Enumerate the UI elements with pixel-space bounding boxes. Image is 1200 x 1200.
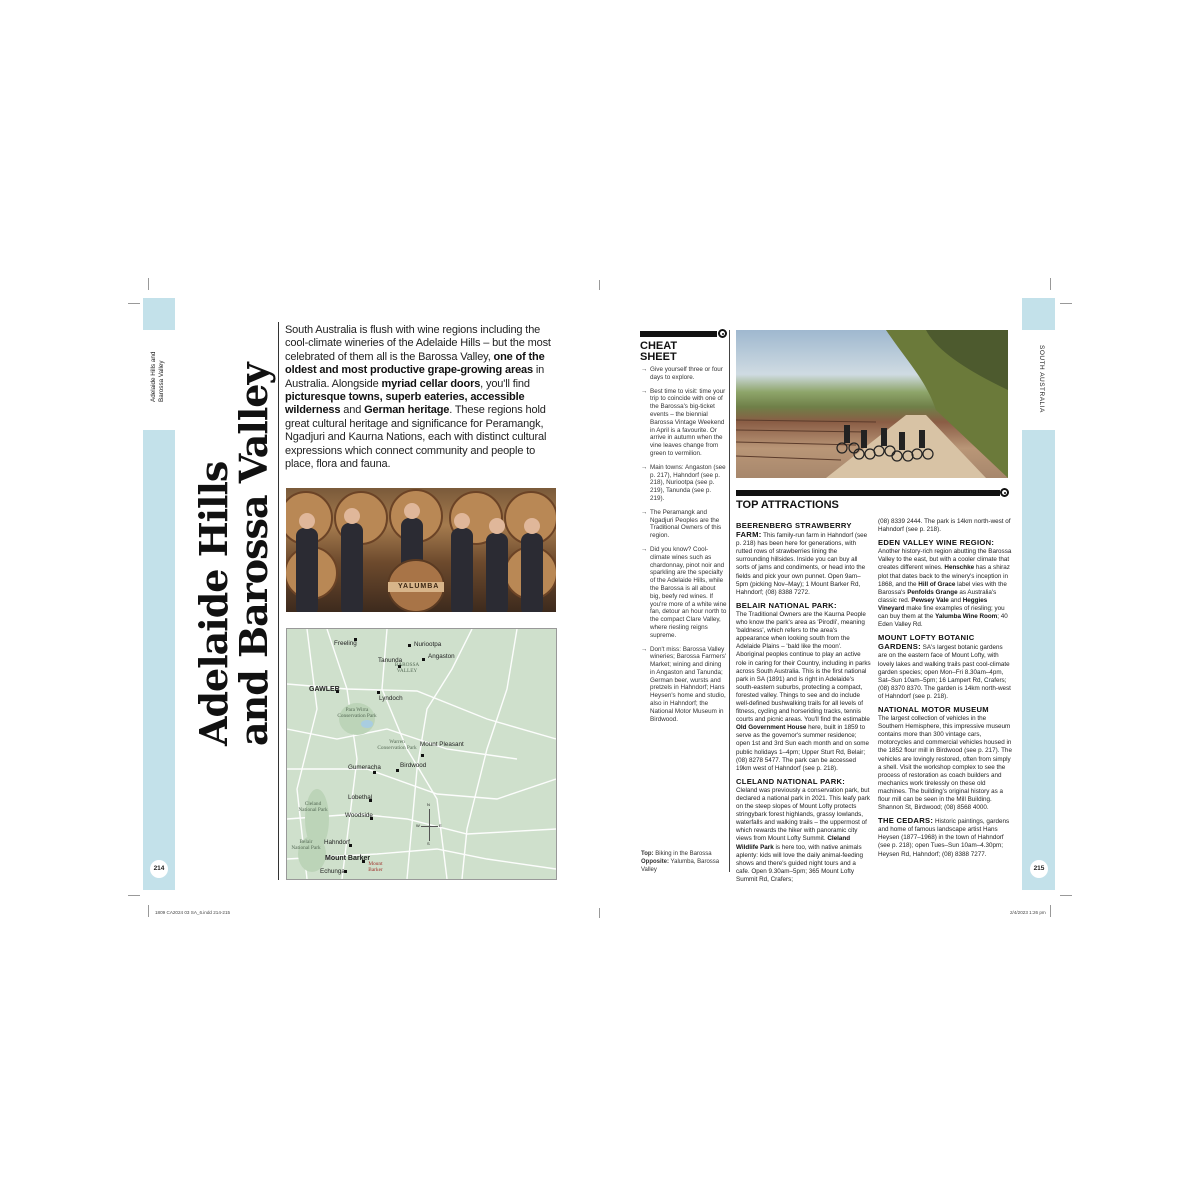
accent-strip-top	[143, 298, 175, 330]
divider	[278, 322, 279, 880]
crop-mark	[1050, 905, 1051, 917]
section-bar	[736, 490, 1000, 496]
map-label: Angaston	[428, 653, 455, 660]
crop-mark	[1060, 303, 1072, 304]
map-label: Birdwood	[400, 762, 427, 769]
compass-label: S	[427, 841, 430, 846]
target-icon	[718, 329, 727, 338]
text-run: in Australia. Alongside	[285, 364, 545, 390]
crop-mark	[599, 280, 600, 290]
text-run: The largest collection of vehicles in the Southern Hemisphere, this impressive museum contains more than 300 vintage cars, motorcycles and commercial vehicles housed in the 1852 flour mill in Birdwood (see p. 217). The vehicles are lovingly restored, often from simply a shell. Visit the workshop complex to see the process of restoration as coach builders and mechanics work tirelessly on these old machines. The building's original history as a flour mill can be seen in the Mill Building. Shannon St, Birdwood; (08) 8568 4000.	[878, 715, 1012, 812]
section-bar	[640, 331, 717, 337]
map-label: Hahndorf	[324, 839, 350, 846]
text-run: South Australia is flush with wine regions including the cool-climate wineries of the Adelaide Hills – but the most celebrated of them all is the Barossa Valley,	[285, 324, 551, 363]
running-head: SOUTH AUSTRALIA	[1038, 345, 1045, 413]
barrel-label: YALUMBA	[398, 583, 440, 590]
text-run: and	[340, 404, 365, 417]
bold-text: picturesque towns, superb eateries, accessible wilderness	[285, 391, 525, 417]
page-title	[191, 363, 276, 746]
intro-paragraph	[285, 324, 561, 471]
cheat-sheet-item: → Don't miss: Barossa Valley wineries; Barossa Farmers' Market; wining and dining in Angaston and Tanunda; German beer, wursts and pretzels in Hahndorf; Hans Heysen's home and studio, also in Hahndorf; the National Motor Museum in Birdwood.	[641, 646, 727, 724]
attraction-heading: NATIONAL MOTOR MUSEUM	[878, 704, 989, 714]
crop-mark	[148, 278, 149, 290]
attraction-heading: MOUNT LOFTY BOTANIC GARDENS:	[878, 633, 975, 652]
page-number: 215	[1030, 860, 1048, 878]
cheat-sheet-title-line: CHEAT	[640, 340, 678, 352]
text-run: Another history-rich region abutting the Barossa Valley to the east, but with a cooler climate that creates different wines.	[878, 548, 1012, 572]
bold-text: one of the oldest and most productive grape-growing areas	[285, 350, 545, 377]
bold-text: myriad cellar doors	[381, 377, 481, 390]
crop-mark	[128, 895, 140, 896]
page-number: 214	[150, 860, 168, 878]
map-label: Gumeracha	[348, 764, 381, 771]
cheat-sheet-item: → Main towns: Angaston (see p. 217), Hahndorf (see p. 218), Nuriootpa (see p. 219), Tanunda (see p. 219).	[641, 464, 727, 503]
running-head: Adelaide Hills and Barossa Valley	[150, 351, 165, 402]
compass-label: W	[416, 823, 420, 828]
target-icon	[1000, 488, 1009, 497]
cheat-sheet-item: → Best time to visit: time your trip to coincide with one of the Barossa's big-ticket events – the biennial Barossa Vintage Weekend in April is a favourite. Or arrive in autumn when the vine leaves change from green to vermilion.	[641, 388, 727, 458]
text-run: The Traditional Owners are the Kaurna People who know the park's area as 'Pirodli', meaning 'baldness', which refers to the area's appearance when looking south from the Adelaide Plains – 'bald like the moon'. Aboriginal peoples continue to play an active role in caring for their Country, including in parks across South Australia. This is the first national park in SA (1891) and is right in Adelaide's south-eastern suburbs, protecting a compact, forested valley. Things to see and do include well-defined bushwalking trails for all levels of fitness, cycling and horseriding tracks, tennis courts and picnic areas. You'll find the estimable	[736, 610, 871, 724]
text-run: and	[948, 596, 963, 604]
crop-mark	[1060, 895, 1072, 896]
bold-text: Cleland Wildlife Park	[736, 835, 851, 851]
text-run: Cleland was previously a conservation park, but declared a national park in 2021. This leafy park on the steep slopes of Mount Lofty protects stringybark forest highlands, grassy lowlands, waterfalls and walking trails – the uppermost of which rewards the hiker with panoramic city views from Mount Lofty Summit.	[736, 786, 870, 843]
bold-text: Hill of Grace	[918, 580, 956, 588]
map-label: BAROSSA VALLEY	[394, 662, 420, 674]
text-run: as Australia's classic red.	[878, 588, 997, 604]
cheat-sheet-title-line: SHEET	[640, 350, 677, 363]
accent-strip	[143, 430, 175, 890]
bold-text: Heggies Vineyard	[878, 596, 988, 612]
bold-text: German heritage	[364, 404, 450, 417]
compass-label: E	[439, 823, 442, 828]
cheat-sheet-title	[640, 341, 677, 362]
cheat-sheet-item: → Did you know? Cool-climate wines such as chardonnay, pinot noir and sparkling are the specialty of the Adelaide Hills, while the Barossa is all about big, beefy red wines. If you're more of a white wine fan, detour an hour north to the compact Clare Valley, where riesling reigns supreme.	[641, 546, 727, 640]
bold-text: Old Government House	[736, 724, 807, 732]
compass-icon	[421, 826, 438, 827]
map-label: Nuriootpa	[414, 641, 442, 648]
photo-illustration	[286, 488, 556, 612]
bold-text: Opposite:	[641, 859, 669, 865]
accent-strip-top	[1022, 298, 1055, 330]
bold-text: Top:	[641, 851, 654, 857]
attraction-entry	[878, 634, 1013, 701]
attraction-heading: THE CEDARS:	[878, 816, 934, 826]
attraction-entry	[736, 602, 871, 773]
attraction-entry	[878, 518, 1013, 534]
bold-text: Penfolds Grange	[907, 588, 958, 596]
text-run: here, built in 1859 to serve as the governor's summer residence; open 1st and 3rd Sun each month and on some public holidays 1–4pm; Upper Sturt Rd, Belair; (08) 8278 5477. The park can be accessed 19km west of Hahndorf (see p. 218).	[736, 724, 870, 772]
text-run: ; 40 Eden Valley Rd.	[878, 613, 1008, 629]
text-run: Historic paintings, gardens and home of famous landscape artist Hans Heysen (1877–1968) in the town of Hahndorf (see p. 218); open Tues–Sun 10am–4.30pm; Heysen Rd, Hahndorf; (08) 8388 7277.	[878, 818, 1010, 858]
attractions-column-1	[736, 522, 871, 889]
attraction-heading: CLELAND NATIONAL PARK:	[736, 776, 846, 786]
map-label: Belair National Park	[291, 839, 321, 851]
compass-icon	[429, 809, 430, 841]
slug-info: 2/4/2023 1:26 pm	[1010, 910, 1046, 915]
map-label: Lyndoch	[379, 695, 403, 702]
crop-mark	[1050, 278, 1051, 290]
map-label: Echunga	[320, 868, 345, 875]
text-run: . These regions hold great cultural heritage and significance for Peramangk, Ngadjuri and Kaurna Nations, each with distinct cultural expressions which connect community and people to place, flora and fauna.	[285, 404, 547, 471]
text-run: , you'll find	[480, 377, 530, 390]
text-run: label vies with the Barossa's	[878, 580, 1007, 596]
photo-caption	[641, 850, 723, 874]
text-run: make fine examples of riesling; you can buy them at the	[878, 604, 1005, 621]
cheat-sheet-list	[641, 366, 727, 729]
text-run: Biking in the Barossa	[653, 851, 712, 857]
compass-label: N	[427, 802, 430, 807]
map-label: Tanunda	[378, 657, 403, 664]
text-run: is here too, with native animals aplenty: kids will love the daily animal-feeding shows and there's guided night tours and a cafe. Open 9.30am–5pm; 365 Mount Lofty Summit Rd, Crafers;	[736, 843, 864, 883]
cheat-sheet-item: → Give yourself three or four days to explore.	[641, 366, 727, 382]
region-map	[286, 628, 557, 880]
map-label: GAWLER	[309, 686, 340, 693]
divider	[729, 330, 730, 872]
bold-text: Yalumba Wine Room	[935, 613, 998, 621]
map-label: Mount Pleasant	[420, 741, 464, 748]
attraction-entry	[736, 778, 871, 884]
attraction-heading: BEERENBERG STRAWBERRY FARM:	[736, 521, 852, 540]
map-label: Warren Conservation Park	[377, 739, 417, 751]
attractions-column-2	[878, 518, 1013, 864]
text-run: This family-run farm in Hahndorf (see p. 218) has been here for generations, with rutted rows of strawberries lining the surrounding hillsides. Inside you can buy all sorts of jams and condiments, or head into the fields and pick your own punnet. Open 9am–5pm (picking Nov–May); 1 Mount Barker Rd, Hahndorf; (08) 8388 7272.	[736, 532, 868, 596]
map-label: Lobethal	[348, 794, 373, 801]
accent-strip	[1022, 430, 1055, 890]
map-label: Mount Barker	[325, 855, 371, 862]
crop-mark	[148, 905, 149, 917]
attraction-heading: BELAIR NATIONAL PARK:	[736, 600, 837, 610]
photo-illustration	[736, 330, 1008, 478]
top-attractions-title: TOP ATTRACTIONS	[736, 499, 839, 511]
map-label: Para Wirra Conservation Park	[337, 707, 377, 719]
cheat-sheet-item: → The Peramangk and Ngadjuri Peoples are the Traditional Owners of this region.	[641, 509, 727, 540]
text-run: Yalumba, Barossa Valley	[641, 859, 720, 873]
map-label: Freeling	[334, 640, 357, 647]
bold-text: Henschke	[944, 564, 975, 572]
map-label: Mount Barker	[368, 861, 383, 873]
map-label: Cleland National Park	[298, 801, 328, 813]
text-run: has a shiraz plot that dates back to the winery's inception in 1868, and the	[878, 564, 1010, 588]
crop-mark	[128, 303, 140, 304]
photo-winery-cellar	[286, 488, 556, 612]
attraction-heading: EDEN VALLEY WINE REGION:	[878, 538, 995, 548]
page-title-line: and Barossa Valley	[231, 363, 276, 746]
attraction-entry	[878, 817, 1013, 858]
slug-info: 1809 CA2024 03 SA_6.indd 214-215	[155, 910, 231, 915]
attraction-entry	[878, 706, 1013, 812]
photo-biking-barossa	[736, 330, 1008, 478]
attraction-entry	[736, 522, 871, 597]
crop-mark	[599, 908, 600, 918]
page-title-line: Adelaide Hills	[191, 461, 236, 746]
text-run: SA's largest botanic gardens are on the eastern face of Mount Lofty, with lovely lakes and walking trails past cool-climate garden species; open Mon–Fri 8.30am–4pm, Sat–Sun 10am–5pm; 16 Lampert Rd, Crafers; (08) 8370 8370. The garden is 14km north-west of Hahndorf (see p. 218).	[878, 644, 1011, 700]
bold-text: Pewsey Vale	[911, 596, 949, 604]
text-run: (08) 8339 2444. The park is 14km north-west of Hahndorf (see p. 218).	[878, 518, 1011, 534]
attraction-entry	[878, 539, 1013, 629]
map-label: Woodside	[345, 812, 373, 819]
